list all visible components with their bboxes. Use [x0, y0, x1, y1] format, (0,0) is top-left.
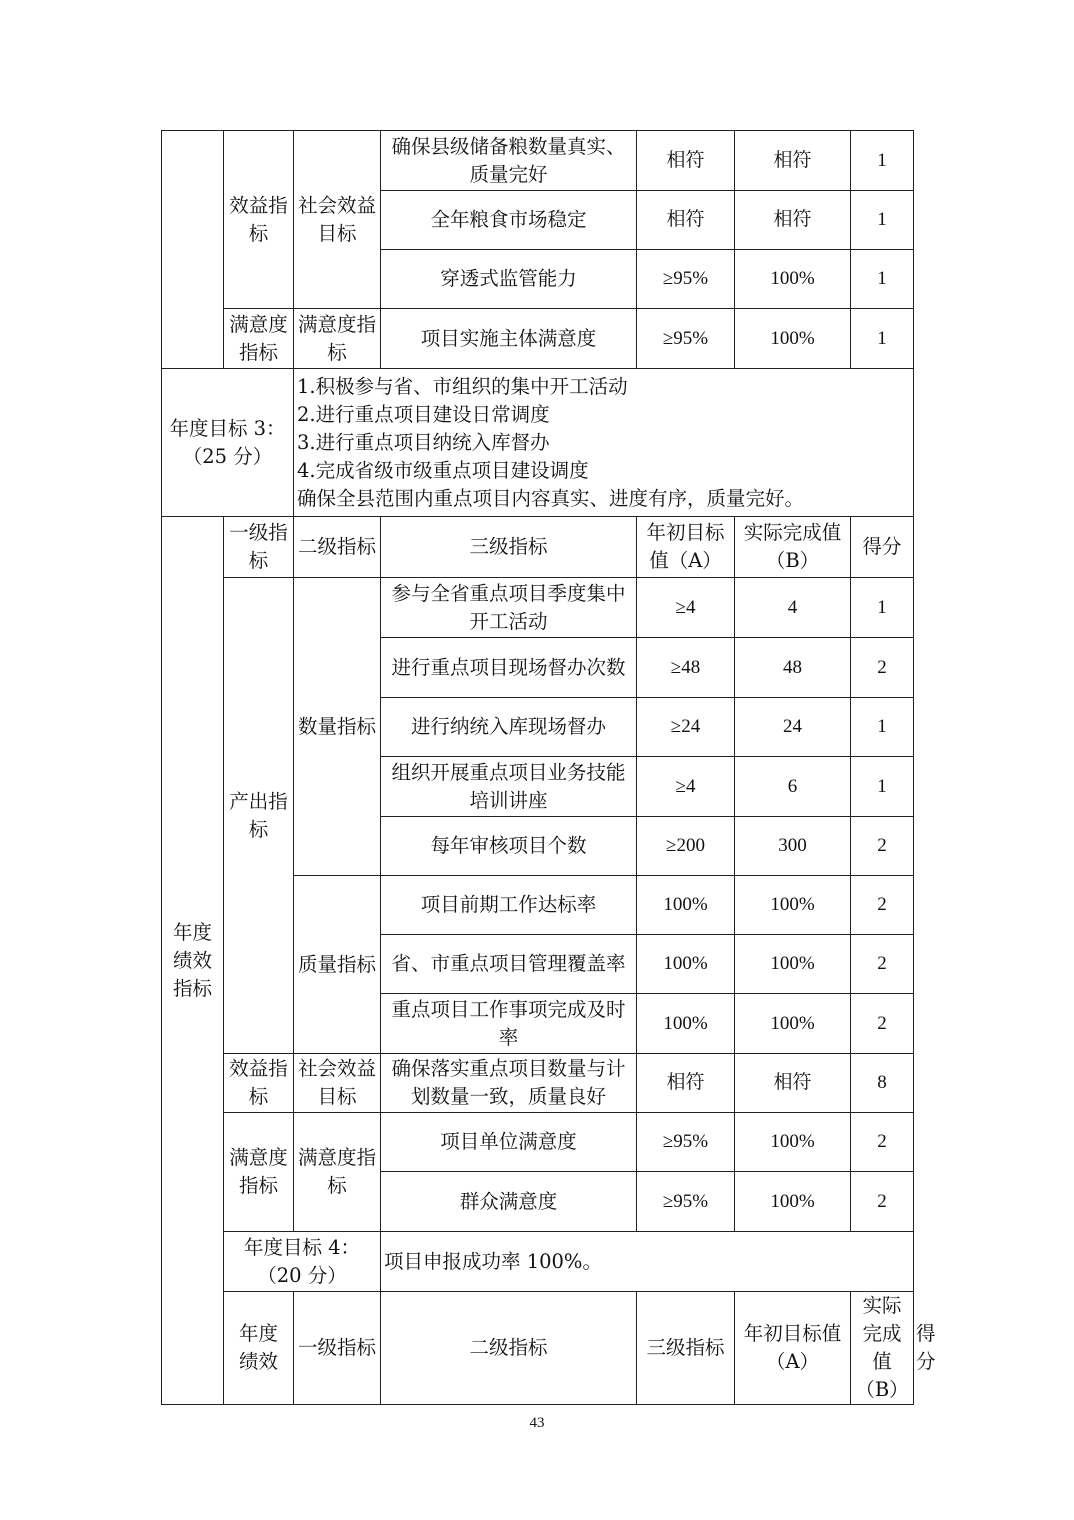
level2-cell: 社会效益目标: [294, 131, 381, 309]
header-actual: 实际完成值（B）: [851, 1292, 914, 1405]
indicator-cell: 参与全省重点项目季度集中开工活动: [381, 578, 637, 638]
goal3-row: [162, 369, 914, 517]
indicator-cell: 项目单位满意度: [381, 1113, 637, 1172]
goal3-content: [294, 369, 914, 517]
goal3-line: 2.进行重点项目建设日常调度: [297, 402, 550, 426]
score-cell: 2: [851, 1172, 914, 1232]
target-cell: ≥95%: [637, 1113, 735, 1172]
target-cell: ≥48: [637, 638, 735, 698]
score-cell: 1: [851, 578, 914, 638]
target-cell: ≥24: [637, 698, 735, 757]
target-cell: ≥200: [637, 817, 735, 876]
indicator-cell: 全年粮食市场稳定: [381, 191, 637, 250]
goal3-line: 3.进行重点项目纳统入库督办: [297, 430, 550, 454]
indicator-cell: 穿透式监管能力: [381, 250, 637, 309]
indicator-cell: 省、市重点项目管理覆盖率: [381, 935, 637, 994]
target-cell: ≥95%: [637, 309, 735, 369]
level2-cell: 满意度指标: [294, 309, 381, 369]
target-cell: 100%: [637, 994, 735, 1054]
target-cell: ≥95%: [637, 250, 735, 309]
actual-cell: 6: [735, 757, 851, 817]
table-row: [162, 131, 914, 191]
header-actual: 实际完成值（B）: [735, 517, 851, 578]
score-cell: 1: [851, 757, 914, 817]
score-cell: 2: [851, 1113, 914, 1172]
score-cell: 1: [851, 191, 914, 250]
goal4-points: （20 分）: [257, 1263, 347, 1287]
actual-cell: 100%: [735, 1172, 851, 1232]
table-row: [162, 309, 914, 369]
performance-table: [161, 130, 936, 1405]
blank-cell: [162, 131, 224, 369]
actual-cell: 300: [735, 817, 851, 876]
goal3-line: 1.积极参与省、市组织的集中开工活动: [297, 374, 628, 398]
row-label-cell: 年度绩效指标: [162, 517, 224, 1405]
level1-cell: 满意度指标: [224, 309, 294, 369]
goal3-line: 4.完成省级市级重点项目建设调度: [297, 458, 589, 482]
header-row: [162, 517, 914, 578]
indicator-cell: 重点项目工作事项完成及时率: [381, 994, 637, 1054]
actual-cell: 24: [735, 698, 851, 757]
table-row: [162, 1113, 914, 1172]
header-level2: 二级指标: [381, 1292, 637, 1405]
indicator-cell: 项目前期工作达标率: [381, 876, 637, 935]
goal3-title: 年度目标 3：: [169, 416, 286, 440]
header-level2: 二级指标: [294, 517, 381, 578]
level1-cell: 产出指标: [224, 578, 294, 1054]
target-cell: ≥4: [637, 578, 735, 638]
table-row: [162, 1054, 914, 1113]
target-cell: 相符: [637, 191, 735, 250]
indicator-cell: 确保落实重点项目数量与计划数量一致，质量良好: [381, 1054, 637, 1113]
score-cell: 2: [851, 638, 914, 698]
header-level1: 一级指标: [224, 517, 294, 578]
actual-cell: 相符: [735, 1054, 851, 1113]
target-cell: ≥95%: [637, 1172, 735, 1232]
indicator-cell: 项目实施主体满意度: [381, 309, 637, 369]
indicator-cell: 群众满意度: [381, 1172, 637, 1232]
actual-cell: 相符: [735, 191, 851, 250]
level2-cell: 数量指标: [294, 578, 381, 876]
score-cell: 1: [851, 698, 914, 757]
score-cell: 2: [851, 817, 914, 876]
indicator-cell: 确保县级储备粮数量真实、质量完好: [381, 131, 637, 191]
actual-cell: 100%: [735, 1113, 851, 1172]
target-cell: 100%: [637, 876, 735, 935]
header-target: 年初目标值（A）: [637, 517, 735, 578]
target-cell: 相符: [637, 1054, 735, 1113]
page-number: 43: [529, 1415, 545, 1431]
header-level1: 一级指标: [294, 1292, 381, 1405]
goal4-label: [224, 1232, 381, 1292]
goal4-title: 年度目标 4：: [243, 1235, 361, 1259]
goal3-points: （25 分）: [182, 444, 273, 468]
goal3-label: [162, 369, 294, 517]
target-cell: 100%: [637, 935, 735, 994]
goal4-row: [162, 1232, 914, 1292]
score-cell: 2: [851, 994, 914, 1054]
score-cell: 1: [851, 250, 914, 309]
header-score: 得分: [851, 517, 914, 578]
level2-cell: 满意度指标: [294, 1113, 381, 1232]
score-cell: 1: [851, 309, 914, 369]
actual-cell: 4: [735, 578, 851, 638]
indicator-cell: 进行重点项目现场督办次数: [381, 638, 637, 698]
header-level3: 三级指标: [381, 517, 637, 578]
indicator-cell: 每年审核项目个数: [381, 817, 637, 876]
indicator-cell: 进行纳统入库现场督办: [381, 698, 637, 757]
level2-cell: 质量指标: [294, 876, 381, 1054]
actual-cell: 相符: [735, 131, 851, 191]
goal3-line: 确保全县范围内重点项目内容真实、进度有序，质量完好。: [297, 486, 805, 510]
header-target: 年初目标值（A）: [735, 1292, 851, 1405]
score-cell: 1: [851, 131, 914, 191]
table-row: [162, 578, 914, 638]
actual-cell: 100%: [735, 994, 851, 1054]
header-level3: 三级指标: [637, 1292, 735, 1405]
actual-cell: 48: [735, 638, 851, 698]
level1-cell: 效益指标: [224, 131, 294, 309]
indicator-cell: 组织开展重点项目业务技能培训讲座: [381, 757, 637, 817]
actual-cell: 100%: [735, 250, 851, 309]
header-row: 年度绩效 一级指标 二级指标 三级指标 年初目标值（A） 实际完成值（B） 得分: [162, 1292, 914, 1405]
level1-cell: 效益指标: [224, 1054, 294, 1113]
score-cell: 8: [851, 1054, 914, 1113]
row-label-cell: 年度绩效: [224, 1292, 294, 1405]
actual-cell: 100%: [735, 935, 851, 994]
goal4-content: 项目申报成功率 100%。: [381, 1232, 914, 1292]
actual-cell: 100%: [735, 876, 851, 935]
level2-cell: 社会效益目标: [294, 1054, 381, 1113]
score-cell: 2: [851, 935, 914, 994]
target-cell: 相符: [637, 131, 735, 191]
actual-cell: 100%: [735, 309, 851, 369]
target-cell: ≥4: [637, 757, 735, 817]
score-cell: 2: [851, 876, 914, 935]
level1-cell: 满意度指标: [224, 1113, 294, 1232]
